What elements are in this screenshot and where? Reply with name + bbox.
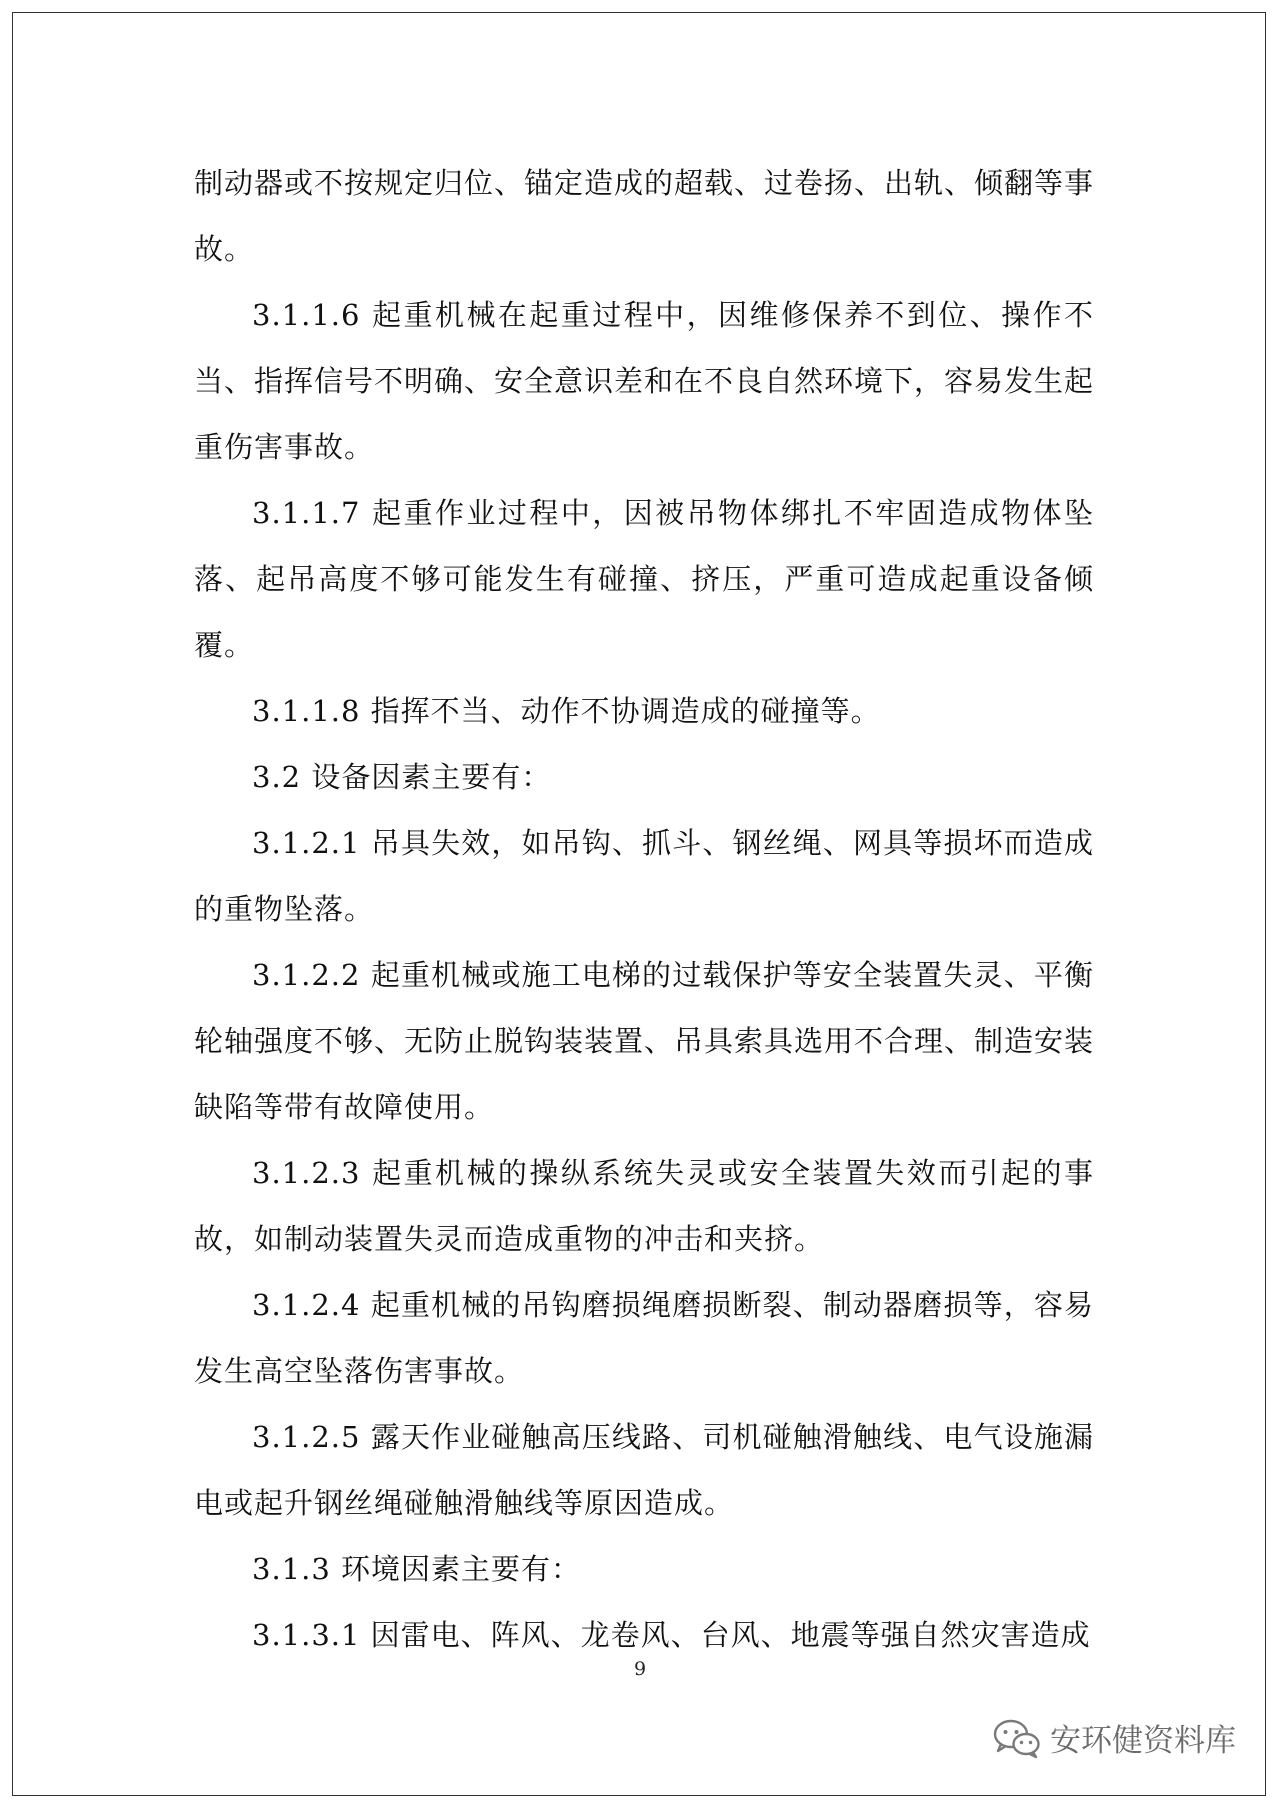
heading-3-2: 3.2 设备因素主要有： — [252, 760, 552, 794]
paragraph-3-1-2-1: 3.1.2.1 吊具失效，如吊钩、抓斗、钢丝绳、网具等损坏而造成的重物坠落。 — [194, 826, 1094, 926]
watermark-text: 安环健资料库 — [1050, 1723, 1236, 1759]
paragraph-continuation: 制动器或不按规定归位、锚定造成的超载、过卷扬、出轨、倾翻等事故。 — [194, 166, 1095, 266]
paragraph-3-1-2-4: 3.1.2.4 起重机械的吊钩磨损绳磨损断裂、制动器磨损等，容易发生高空坠落伤害事故。 — [194, 1288, 1094, 1388]
paragraph-3-1-1-8: 3.1.1.8 指挥不当、动作不协调造成的碰撞等。 — [252, 694, 881, 728]
wechat-icon — [992, 1717, 1042, 1759]
paragraph-3-1-3-1: 3.1.3.1 因雷电、阵风、龙卷风、台风、地震等强自然灾害造成 — [252, 1618, 1091, 1652]
paragraph-3-1-2-2: 3.1.2.2 起重机械或施工电梯的过载保护等安全装置失灵、平衡轮轴强度不够、无防止脱钩装装置、吊具索具选用不合理、制造安装缺陷等带有故障使用。 — [194, 958, 1095, 1124]
heading-3-1-3: 3.1.3 环境因素主要有： — [252, 1552, 582, 1586]
paragraph-3-1-2-3: 3.1.2.3 起重机械的操纵系统失灵或安全装置失效而引起的事故，如制动装置失灵而造成重物的冲击和夹挤。 — [194, 1156, 1094, 1256]
paragraph-3-1-1-7: 3.1.1.7 起重作业过程中，因被吊物体绑扎不牢固造成物体坠落、起吊高度不够可能发生有碰撞、挤压，严重可造成起重设备倾覆。 — [194, 496, 1094, 662]
watermark — [992, 1715, 1236, 1760]
paragraph-3-1-2-5: 3.1.2.5 露天作业碰触高压线路、司机碰触滑触线、电气设施漏电或起升钢丝绳碰触滑触线等原因造成。 — [194, 1420, 1094, 1520]
paragraph-3-1-1-6: 3.1.1.6 起重机械在起重过程中，因维修保养不到位、操作不当、指挥信号不明确、安全意识差和在不良自然环境下，容易发生起重伤害事故。 — [194, 298, 1095, 464]
document-body — [194, 150, 1094, 1668]
page-number: 9 — [633, 1658, 647, 1680]
